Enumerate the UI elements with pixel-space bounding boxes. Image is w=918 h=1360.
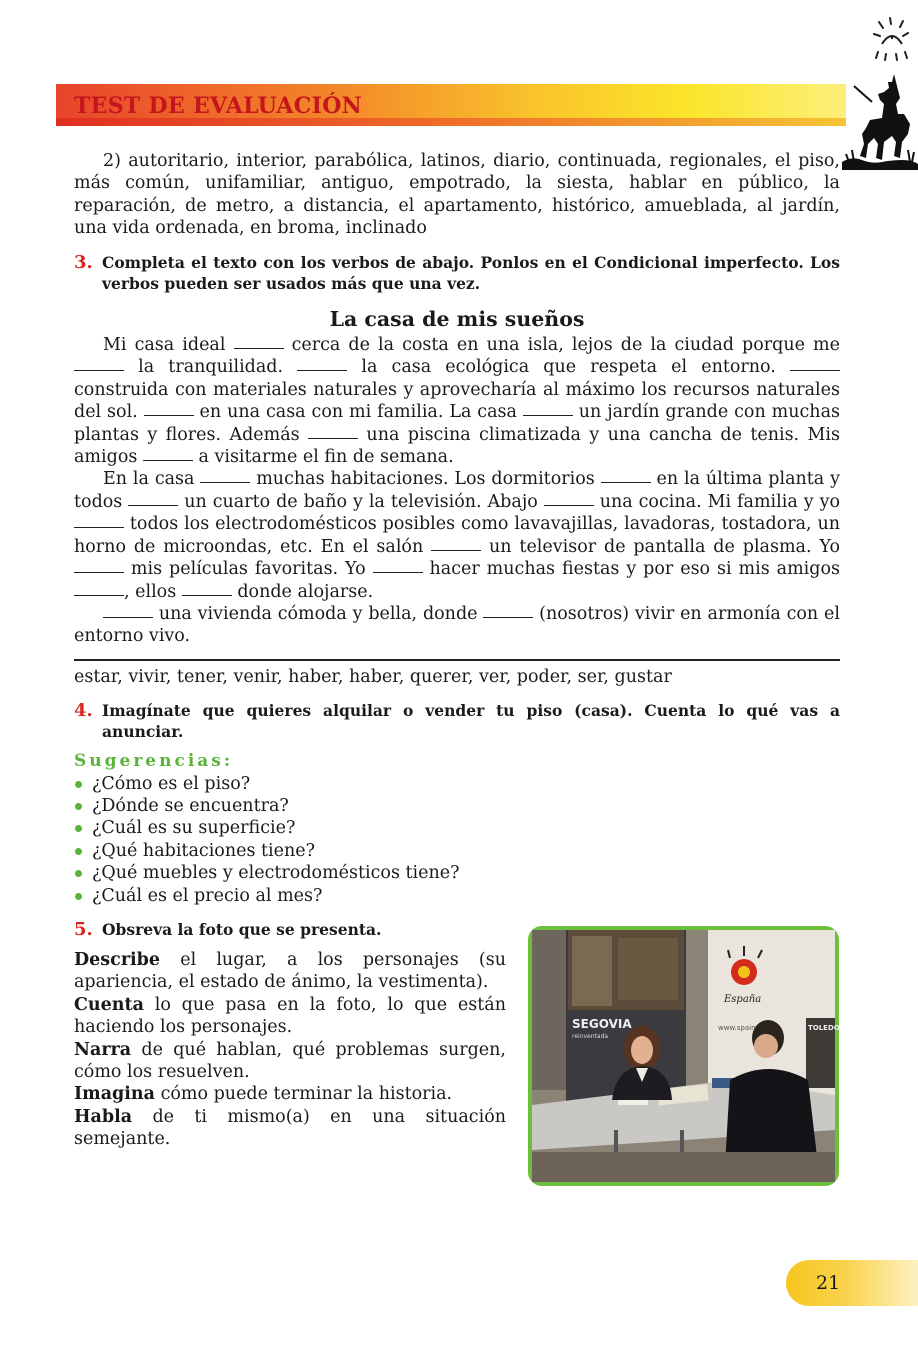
task-4-instruction: Imagínate que quieres alquilar o vender tu piso (casa). Cuenta lo qué vas a anunciar.: [102, 701, 840, 742]
text-segment: en la última planta y todos: [74, 469, 840, 512]
text-segment: construida con materiales naturales y aprovecharía al máximo los recursos naturales del sol.: [74, 379, 840, 423]
blank-line: [74, 594, 124, 596]
text-segment: En la casa: [103, 469, 201, 490]
suggestion-item: ¿Qué habitaciones tiene?: [74, 840, 840, 862]
suggestion-item: ¿Cuál es el precio al mes?: [74, 885, 840, 907]
text-segment: en una casa con mi familia. La casa: [193, 402, 523, 423]
prompt-describe: Describe el lugar, a los personajes (su apariencia, el estado de ánimo, la vestimenta).: [74, 949, 506, 993]
story-paragraph-3: [74, 603, 840, 648]
suggestion-item: ¿Cómo es el piso?: [74, 773, 840, 795]
text-segment: una cocina. Mi familia y yo: [593, 491, 840, 512]
blank-line: [200, 481, 250, 483]
divider: [74, 659, 840, 661]
photo-illustration: [532, 930, 840, 1182]
suggestion-item: ¿Dónde se encuentra?: [74, 795, 840, 817]
text-segment: hacer muchas fiestas y por eso si mis amigos: [422, 559, 840, 580]
suggestions-list: [74, 773, 840, 907]
sun-icon: [870, 14, 914, 64]
suggestion-item: ¿Qué muebles y electrodomésticos tiene?: [74, 862, 840, 884]
page-number-tab: [786, 1260, 918, 1306]
task-4-number: 4.: [74, 700, 93, 722]
task-5-instruction: Obsreva la foto que se presenta.: [102, 919, 382, 939]
blank-line: [74, 571, 124, 573]
fair-photo: [528, 926, 839, 1186]
blank-line: [431, 549, 481, 551]
poster-subtitle: reinventada: [572, 1033, 609, 1040]
blank-line: [308, 437, 358, 439]
suggestions-title: Sugerencias:: [74, 751, 234, 772]
blank-line: [103, 616, 153, 618]
don-quixote-icon: [842, 70, 918, 170]
text-segment: la casa ecológica que respeta el entorno.: [347, 357, 790, 378]
text-segment: una piscina climatizada y una cancha de tenis. Mis amigos: [74, 424, 840, 468]
task-3-number: 3.: [74, 251, 93, 273]
task-5-prompts: [74, 949, 506, 1151]
banner-brand: España: [724, 994, 762, 1005]
story-paragraph-2: [74, 468, 840, 602]
blank-line: [373, 571, 423, 573]
banner-url: www.spain: [718, 1024, 756, 1032]
task-3-header: [74, 252, 840, 294]
text-segment: Mi casa ideal: [103, 335, 234, 356]
blank-line: [483, 616, 533, 618]
text-segment: una vivienda cómoda y bella, donde: [153, 603, 484, 624]
poster-right: TOLEDO: [808, 1024, 840, 1032]
blank-line: [74, 369, 124, 371]
text-segment: un cuarto de baño y la televisión. Abajo: [178, 491, 544, 512]
story-paragraph-1: [74, 334, 840, 468]
story-title: La casa de mis sueños: [329, 306, 585, 331]
blank-line: [182, 594, 232, 596]
text-segment: donde alojarse.: [231, 581, 374, 602]
blank-line: [234, 347, 284, 349]
task-3-instruction: Completa el texto con los verbos de abajo. Ponlos en el Condicional imperfecto. Los verbos pueden ser usados más que una vez.: [102, 252, 840, 293]
text-segment: todos los electrodomésticos posibles como lavavajillas, lavadoras, tostadora, un horno de microondas, etc. En el salón: [74, 514, 840, 557]
task-5-header: [74, 919, 506, 941]
text-segment: muchas habitaciones. Los dormitorios: [250, 469, 601, 490]
blank-line: [523, 414, 573, 416]
task-4-header: [74, 700, 840, 742]
blank-line: [143, 459, 193, 461]
blank-line: [544, 504, 594, 506]
blank-line: [144, 414, 194, 416]
text-segment: , ellos: [124, 581, 182, 602]
blank-line: [601, 481, 651, 483]
text-segment: un televisor de pantalla de plasma. Yo: [481, 536, 840, 557]
prompt-imagina: Imagina cómo puede terminar la historia.: [74, 1084, 453, 1105]
header-band-stripe: [56, 118, 846, 126]
text-segment: un jardín grande con muchas plantas y flores. Además: [74, 402, 840, 445]
blank-line: [297, 369, 347, 371]
task-5-number: 5.: [74, 918, 93, 940]
verb-list: estar, vivir, tener, venir, haber, haber, querer, ver, poder, ser, gustar: [74, 666, 672, 687]
text-segment: cerca de la costa en una isla, lejos de la ciudad porque me: [283, 335, 840, 356]
suggestion-item: ¿Cuál es su superficie?: [74, 817, 840, 839]
prompt-narra: Narra de qué hablan, qué problemas surgen, cómo los resuelven.: [74, 1039, 506, 1082]
page-number: 21: [816, 1272, 841, 1294]
text-segment: (nosotros) vivir en armonía con el entorno vivo.: [74, 603, 840, 647]
text-segment: mis películas favoritas. Yo: [124, 559, 373, 580]
prompt-cuenta: Cuenta lo que pasa en la foto, lo que están haciendo los personajes.: [74, 994, 506, 1038]
blank-line: [128, 504, 178, 506]
poster-title: SEGOVIA: [572, 1017, 632, 1031]
page-heading: TEST DE EVALUACIÓN: [74, 93, 363, 119]
text-segment: la tranquilidad.: [124, 357, 298, 378]
blank-line: [790, 369, 840, 371]
text-segment: a visitarme el fin de semana.: [192, 447, 454, 468]
intro-paragraph: 2) autoritario, interior, parabólica, latinos, diario, continuada, regionales, el piso, más común, unifamiliar, antiguo, empotrado, la siesta, hablar en público, la reparación, de metro, a distancia, el apartamento, histórico, amueblada, al jardín, una vida ordenada, en broma, inclinado: [74, 151, 840, 239]
blank-line: [74, 526, 124, 528]
prompt-habla: Habla de ti mismo(a) en una situación semejante.: [74, 1106, 506, 1150]
